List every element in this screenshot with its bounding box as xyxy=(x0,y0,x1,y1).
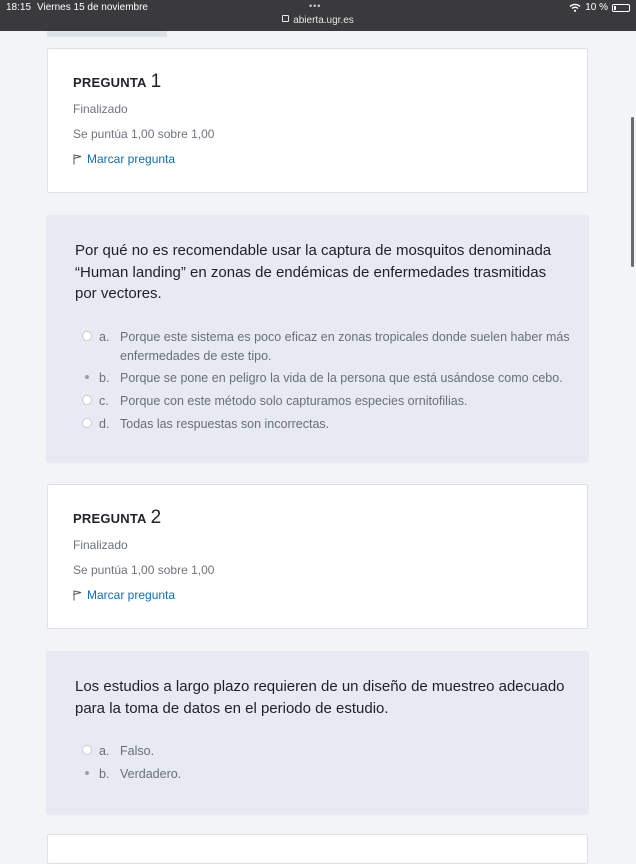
flag-question-link[interactable] xyxy=(73,152,175,166)
answer-letter: c. xyxy=(99,394,109,408)
question-label: PREGUNTA xyxy=(73,75,147,90)
status-bar xyxy=(0,0,636,31)
question-title xyxy=(73,507,161,529)
answer-letter: a. xyxy=(99,330,110,344)
flag-question-label: Marcar pregunta xyxy=(87,588,176,602)
question-content-card-1 xyxy=(46,215,589,463)
question-grade: Se puntúa 1,00 sobre 1,00 xyxy=(73,563,215,577)
url-text: abierta.ugr.es xyxy=(293,15,354,26)
answer-text: Todas las respuestas son incorrectas. xyxy=(120,417,330,431)
question-label: PREGUNTA xyxy=(73,511,147,526)
status-time: 18:15 xyxy=(6,2,32,13)
question-state: Finalizado xyxy=(73,538,128,552)
answer-text: Verdadero. xyxy=(120,767,182,781)
status-indicators xyxy=(569,2,630,13)
answer-option-a[interactable] xyxy=(82,742,572,761)
answer-option-a[interactable] xyxy=(82,328,572,366)
question-state: Finalizado xyxy=(73,102,128,116)
question-text: Por qué no es recomendable usar la captura de mosquitos denominada “Human landing” en zonas de endémicas de enfermedades trasmitidas por vectores. xyxy=(75,242,552,302)
radio-button-selected[interactable] xyxy=(82,372,92,382)
radio-button[interactable] xyxy=(82,745,92,755)
answer-option-d[interactable] xyxy=(82,415,572,434)
question-title xyxy=(73,71,161,93)
radio-button[interactable] xyxy=(82,395,92,405)
answer-letter: d. xyxy=(99,417,110,431)
question-info-card-2 xyxy=(47,484,588,629)
flag-icon xyxy=(73,590,82,601)
question-content-card-2 xyxy=(46,651,589,815)
answer-letter: b. xyxy=(99,767,110,781)
wifi-icon xyxy=(569,3,581,12)
radio-button[interactable] xyxy=(82,331,92,341)
battery-percent: 10 % xyxy=(585,2,608,13)
answer-text: Falso. xyxy=(120,744,155,758)
question-info-card-1 xyxy=(47,48,588,193)
answer-option-b[interactable] xyxy=(82,765,572,784)
answer-text: Porque con este método solo capturamos especies ornitofilias. xyxy=(120,394,468,408)
answer-letter: a. xyxy=(99,744,110,758)
question-text: Los estudios a largo plazo requieren de un diseño de muestreo adecuado para la toma de datos en el periodo de estudio. xyxy=(75,678,565,717)
question-number: 1 xyxy=(150,71,162,92)
radio-button[interactable] xyxy=(82,418,92,428)
multitask-dots[interactable]: ••• xyxy=(309,1,322,11)
answer-option-b[interactable] xyxy=(82,369,572,388)
flag-question-link[interactable] xyxy=(73,588,175,602)
flag-icon xyxy=(73,154,82,165)
battery-icon xyxy=(612,4,630,12)
address-bar[interactable] xyxy=(0,15,636,26)
lock-icon xyxy=(282,15,289,22)
answer-letter: b. xyxy=(99,371,110,385)
quiz-review-page xyxy=(0,31,636,848)
flag-question-label: Marcar pregunta xyxy=(87,152,176,166)
answer-option-c[interactable] xyxy=(82,392,572,411)
status-date: Viernes 15 de noviembre xyxy=(37,2,148,13)
answer-text: Porque este sistema es poco eficaz en zonas tropicales donde suelen haber más enfermedades de este tipo. xyxy=(120,330,570,363)
previous-card-edge xyxy=(47,31,167,37)
radio-button-selected[interactable] xyxy=(82,768,92,778)
question-grade: Se puntúa 1,00 sobre 1,00 xyxy=(73,127,215,141)
question-number: 2 xyxy=(150,507,162,528)
next-question-card-edge xyxy=(47,834,588,864)
answer-text: Porque se pone en peligro la vida de la persona que está usándose como cebo. xyxy=(120,371,563,385)
scrollbar[interactable] xyxy=(631,117,634,267)
